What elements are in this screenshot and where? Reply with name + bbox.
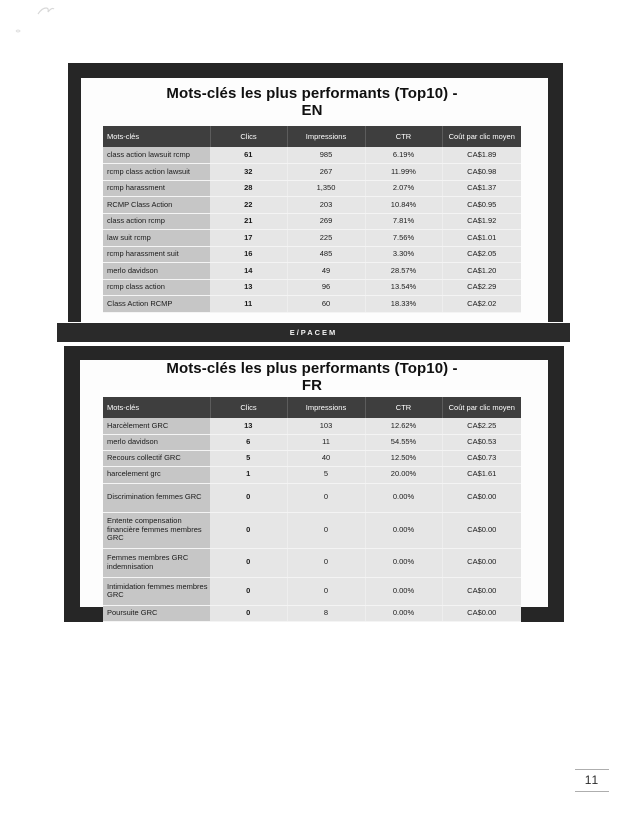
table-cell: rcmp class action (103, 279, 210, 296)
table-cell: 0 (210, 483, 287, 512)
table-cell: 0.00% (365, 548, 442, 577)
slide-title-line2: FR (301, 377, 323, 394)
table-cell: rcmp class action lawsuit (103, 164, 210, 181)
table-row (103, 466, 521, 483)
table-cell: 0 (210, 577, 287, 605)
table-row (103, 263, 521, 280)
table-cell: Femmes membres GRC indemnisation (103, 548, 210, 577)
table-cell: 10.84% (365, 197, 442, 214)
table-cell: 17 (210, 230, 287, 247)
table-cell: 0 (210, 548, 287, 577)
table-cell: 1,350 (287, 180, 365, 197)
table-cell: CA$1.37 (442, 180, 521, 197)
table-cell: 11 (210, 296, 287, 313)
table-cell: CA$0.98 (442, 164, 521, 181)
table-cell: 54.55% (365, 434, 442, 450)
table-cell: CA$2.25 (442, 418, 521, 434)
table-cell: 269 (287, 213, 365, 230)
table-cell: 1 (210, 466, 287, 483)
table-cell: rcmp harassment suit (103, 246, 210, 263)
keywords-table-en (103, 126, 521, 313)
table-cell: 6.19% (365, 147, 442, 164)
table-cell: 5 (210, 450, 287, 466)
table-cell: CA$1.61 (442, 466, 521, 483)
table-cell: 11 (287, 434, 365, 450)
table-cell: Intimidation femmes membres GRC (103, 577, 210, 605)
pencil-mark (0, 0, 80, 45)
table-cell: CA$2.05 (442, 246, 521, 263)
table-row (103, 605, 521, 621)
table-row (103, 450, 521, 466)
table-cell: 96 (287, 279, 365, 296)
table-row (103, 180, 521, 197)
column-header: Clics (210, 126, 287, 147)
table-cell: 0 (287, 577, 365, 605)
table-cell: 12.50% (365, 450, 442, 466)
table-cell: 21 (210, 213, 287, 230)
table-cell: 13 (210, 279, 287, 296)
table-cell: CA$1.89 (442, 147, 521, 164)
table-row (103, 434, 521, 450)
table-header-row (103, 126, 521, 147)
table-cell: 14 (210, 263, 287, 280)
table-cell: merlo davidson (103, 434, 210, 450)
footer-logo-bar (57, 323, 570, 342)
table-cell: RCMP Class Action (103, 197, 210, 214)
column-header: CTR (365, 397, 442, 418)
table-row (103, 418, 521, 434)
table-cell: 7.56% (365, 230, 442, 247)
column-header: Impressions (287, 126, 365, 147)
table-cell: CA$0.00 (442, 512, 521, 548)
table-cell: 12.62% (365, 418, 442, 434)
table-cell: 0 (210, 512, 287, 548)
table-cell: CA$1.20 (442, 263, 521, 280)
table-cell: 267 (287, 164, 365, 181)
keywords-table-fr (103, 397, 521, 622)
table-cell: 0.00% (365, 512, 442, 548)
table-cell: CA$1.92 (442, 213, 521, 230)
table-cell: CA$0.95 (442, 197, 521, 214)
table-cell: 0.00% (365, 605, 442, 621)
table-cell: CA$2.02 (442, 296, 521, 313)
table-row (103, 197, 521, 214)
table-cell: law suit rcmp (103, 230, 210, 247)
slide-frame-en (68, 63, 563, 322)
table-cell: 28.57% (365, 263, 442, 280)
slide-frame-fr (64, 346, 564, 622)
table-cell: 0.00% (365, 577, 442, 605)
table-cell: CA$0.00 (442, 605, 521, 621)
table-cell: 7.81% (365, 213, 442, 230)
table-cell: 61 (210, 147, 287, 164)
table-cell: 5 (287, 466, 365, 483)
table-row (103, 483, 521, 512)
table-row (103, 147, 521, 164)
table-row (103, 230, 521, 247)
slide-title-line2: EN (301, 102, 323, 119)
table-cell: 3.30% (365, 246, 442, 263)
table-row (103, 279, 521, 296)
column-header: Clics (210, 397, 287, 418)
table-row (103, 246, 521, 263)
table-row (103, 577, 521, 605)
column-header: Mots-clés (103, 397, 210, 418)
table-cell: 13.54% (365, 279, 442, 296)
table-cell: 0.00% (365, 483, 442, 512)
table-cell: 0 (287, 548, 365, 577)
table-cell: 225 (287, 230, 365, 247)
table-row (103, 213, 521, 230)
slide-title-en (103, 85, 521, 119)
table-cell: 32 (210, 164, 287, 181)
table-cell: Poursuite GRC (103, 605, 210, 621)
espacem-logo: E/PACEM (289, 328, 338, 337)
table-cell: 49 (287, 263, 365, 280)
table-cell: Harcèlement GRC (103, 418, 210, 434)
table-cell: class action lawsuit rcmp (103, 147, 210, 164)
table-cell: 2.07% (365, 180, 442, 197)
table-cell: 22 (210, 197, 287, 214)
table-header-row (103, 397, 521, 418)
table-cell: Entente compensation financière femmes membres GRC (103, 512, 210, 548)
page-number: 11 (575, 769, 609, 792)
table-cell: CA$0.73 (442, 450, 521, 466)
table-row (103, 512, 521, 548)
table-cell: 18.33% (365, 296, 442, 313)
table-cell: 0 (210, 605, 287, 621)
column-header: Coût par clic moyen (442, 397, 521, 418)
table-row (103, 164, 521, 181)
table-cell: 985 (287, 147, 365, 164)
table-row (103, 296, 521, 313)
table-cell: 20.00% (365, 466, 442, 483)
slide-title-line1: Mots-clés les plus performants (Top10) - (166, 85, 458, 102)
table-cell: CA$0.53 (442, 434, 521, 450)
slide-title-line1: Mots-clés les plus performants (Top10) - (166, 360, 458, 377)
column-header: CTR (365, 126, 442, 147)
column-header: Coût par clic moyen (442, 126, 521, 147)
table-cell: 8 (287, 605, 365, 621)
table-cell: class action rcmp (103, 213, 210, 230)
table-cell: CA$1.01 (442, 230, 521, 247)
column-header: Impressions (287, 397, 365, 418)
table-cell: 13 (210, 418, 287, 434)
table-cell: 11.99% (365, 164, 442, 181)
table-cell: 60 (287, 296, 365, 313)
table-cell: Recours collectif GRC (103, 450, 210, 466)
table-cell: rcmp harassment (103, 180, 210, 197)
table-cell: 28 (210, 180, 287, 197)
table-cell: harcelement grc (103, 466, 210, 483)
table-cell: 16 (210, 246, 287, 263)
table-cell: 103 (287, 418, 365, 434)
table-cell: CA$0.00 (442, 577, 521, 605)
table-cell: 485 (287, 246, 365, 263)
table-row (103, 548, 521, 577)
table-cell: Discrimination femmes GRC (103, 483, 210, 512)
column-header: Mots-clés (103, 126, 210, 147)
table-cell: 0 (287, 483, 365, 512)
table-cell: 6 (210, 434, 287, 450)
table-cell: CA$0.00 (442, 548, 521, 577)
table-cell: 0 (287, 512, 365, 548)
slide-content-en (81, 78, 548, 322)
table-cell: merlo davidson (103, 263, 210, 280)
table-cell: CA$2.29 (442, 279, 521, 296)
table-cell: 203 (287, 197, 365, 214)
table-cell: Class Action RCMP (103, 296, 210, 313)
table-cell: 40 (287, 450, 365, 466)
table-cell: CA$0.00 (442, 483, 521, 512)
slide-title-fr (103, 360, 521, 394)
